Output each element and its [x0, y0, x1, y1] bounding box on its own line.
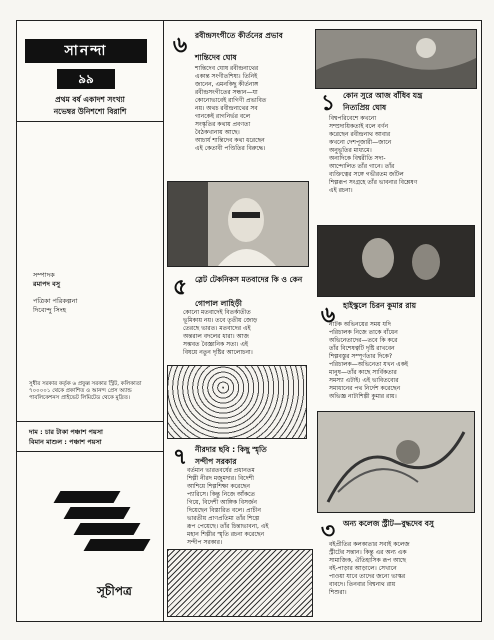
printer-note: সুধীর সরকার কর্তৃক ৬ প্রফুল্ল সরকার স্ট্রিট, কলিকাতা ৭০০০০১ থেকে প্রকাশিত ও আনন্দ প্রেস অ্যান্ড পাবলিকেশনস প্রাইভেট লিমিটেড থেকে মুদ্রিত।: [29, 381, 142, 401]
price-line-2: বিমান মাশুল : পঞ্চাশ পয়সা: [29, 438, 102, 446]
article-1-author: শান্তিদেব ঘোষ: [195, 53, 237, 62]
contents-label: সূচীপত্র: [97, 584, 132, 598]
magazine-contents-page: [16, 20, 482, 622]
article-3-author: গোপাল লাহিড়ী: [195, 299, 242, 308]
issue-line-2: নভেম্বর উনিশশো বিরাশি: [53, 107, 127, 116]
article-5-author: সন্দীপ সরকার: [195, 457, 237, 466]
photo-stage-scene: [317, 225, 475, 297]
article-4-title: হাইস্কুলে চিরন কুমার রায়: [343, 301, 417, 310]
photo-figures: [317, 411, 475, 513]
article-5-page-number: ৭: [172, 445, 188, 470]
article-2-page-number: ১: [320, 91, 336, 116]
plan-label: পত্রিকা পরিকল্পনা: [33, 297, 78, 305]
article-3-body: কোনো মতবাদেই বিতর্কাতীত ভূমিকায় নয়। তবে তৃতীয় জোড় তেরছে ভারত। মতবাদের এই অন্তরাল বদলের ধারা। আজ সম্ভবত বৈজ্ঞানিক সত্য। এই বিষয়ে নতুন দৃষ্টির আলোচনা।: [183, 309, 258, 356]
article-6-body: বইপ্রীতির কলকাতার সবাই কলেজ স্ট্রীটের সন্তান। কিন্তু এর অন্য এক সামাজিক, ঐতিহাসিক রূপ আছে বই-পাড়ার আড়ালে। সেখানে পাওয়া যাবে তাদের জন্যে ভাস্কর বাবদে। তিনবার বিশ্বনাথ রায় শিশুরা।: [329, 541, 410, 596]
texture-artwork: [167, 365, 307, 439]
article-4-body: নাটক অভিনয়ের সময় যদি পরিচালক নিজে তাকে বাঁধেন অভিনেতাদের—তবে কি করে তাঁর বিশেষত্বটি দৃষ্টি রাখবেন শিল্পবস্তুর সম্পূর্ণতার দিকে? পরিচালক—অভিনেতা যখন একই মানুষ—তাঁর কাছে সার্বিকতার সমস্যা এটাই। এই ভাবিতব্যের সমাধানের পথ নির্দেশ করেছেন অভিজ্ঞ নাট্যশিল্পী কুমার রায়।: [329, 321, 409, 400]
article-1-page-number: ৬: [172, 33, 188, 58]
figures-illustration: [318, 412, 474, 512]
editor-label: সম্পাদক: [33, 271, 55, 279]
line-drawing-artwork: [167, 549, 313, 617]
article-6-page-number: ৩: [320, 519, 336, 544]
article-2-author: নিত্যপ্রিয় ঘোষ: [343, 103, 387, 112]
landscape-illustration: [316, 30, 476, 88]
divider: [17, 451, 163, 452]
decorative-bar: [84, 539, 151, 551]
article-5-title: নীরদার ছবি : কিছু স্মৃতি: [195, 445, 267, 454]
masthead-title: সানন্দা: [25, 39, 147, 63]
issue-number: ৯৯: [57, 69, 115, 89]
photo-landscape: [315, 29, 477, 89]
article-6-title: অন্য কলেজ স্ট্রীট—বুদ্ধদেব বসু: [343, 519, 434, 528]
price-line-1: দাম : চার টাকা পঞ্চাশ পয়সা: [29, 428, 103, 436]
article-3-title: স্লেট টেকনিকস মতবাদের কি ও কেন: [195, 275, 303, 284]
issue-line-1: প্রথম বর্ষ একাদশ সংখ্যা: [55, 95, 125, 104]
portrait-illustration: [168, 182, 308, 266]
decorative-bar: [64, 507, 131, 519]
left-column: [17, 21, 164, 621]
article-2-body: বিশ্বপরিবেশে কখনো সম্প্রদায়িকতাই বলে বর্ণন করেছেন রবীন্দ্রনাথ আবার কখনো দেশপূজারী—জানে অনুভূতির মাধ্যমে। অন্যদিকে বিশ্বরীতি সদা- আন্দোলিত তাঁর গানে। তাঁর ব্যক্তিত্বের সঙ্গে গভীরতম জটিল শিল্পরূপ সংগ্রহে তাঁর ভাবনার বিশ্লেষণ এই রচনা।: [329, 115, 418, 194]
article-2-title: কোন সুরে আজ বাঁধিব যন্ত্র: [343, 91, 423, 100]
decorative-bar: [54, 491, 121, 503]
photo-portrait: [167, 181, 309, 267]
editor-name: রমাপদ বসু: [33, 280, 61, 288]
decorative-bar: [74, 523, 141, 535]
stage-scene-illustration: [318, 226, 474, 296]
article-3-page-number: ৫: [172, 275, 188, 300]
article-5-body: বর্তমান ভারতবর্ষের প্রধানতম শিল্পী নীরদ মজুমদার। বিদেশী আশিয়ে শিল্পশিক্ষা করেছেন প্যারিসে। কিন্তু নিজে আঁকতে গিয়ে, বিদেশী আঙ্গিক বিসর্জন দিয়েছেন বিস্তারিত বলে। প্রাচীন ভারতীয় প্রাণপ্রতিমা তাঁর শিল্পে রূপ পেয়েছে। তাঁর চিন্তাভাবনা, এই মহান শিল্পীর স্মৃতি রচনা করেছেন সন্দীপ সরকার।: [187, 467, 269, 546]
divider: [17, 121, 163, 122]
article-4-page-number: ৬: [320, 303, 336, 328]
divider: [17, 421, 163, 422]
plan-name: দিব্যেন্দু সিংহ: [33, 306, 67, 314]
article-1-title: রবীন্দ্রসংগীতে কীর্তনের প্রভাব: [195, 31, 283, 40]
article-1-body: শান্তিদেব ঘোষ রবীন্দ্রনাথের একান্ত সংগীতশিষ্য। তিনিই জানেন, এমনকিছু কীর্তনাঙ্গ রবীন্দ্রসংগীতের সন্ধান—যা কোনোভাবেই রাগিণী প্রভাবিত নয়। অথচ রবীন্দ্রনাথের সব গানকেই রাগনির্ভর বলে সংস্কৃতির কথায় প্রবণতা বৈঠকখানায় আছে। আচার্য শান্তিদেব কথা ধরেছেন এই কেতাবী পণ্ডিতির বিরুদ্ধে।: [195, 65, 267, 152]
